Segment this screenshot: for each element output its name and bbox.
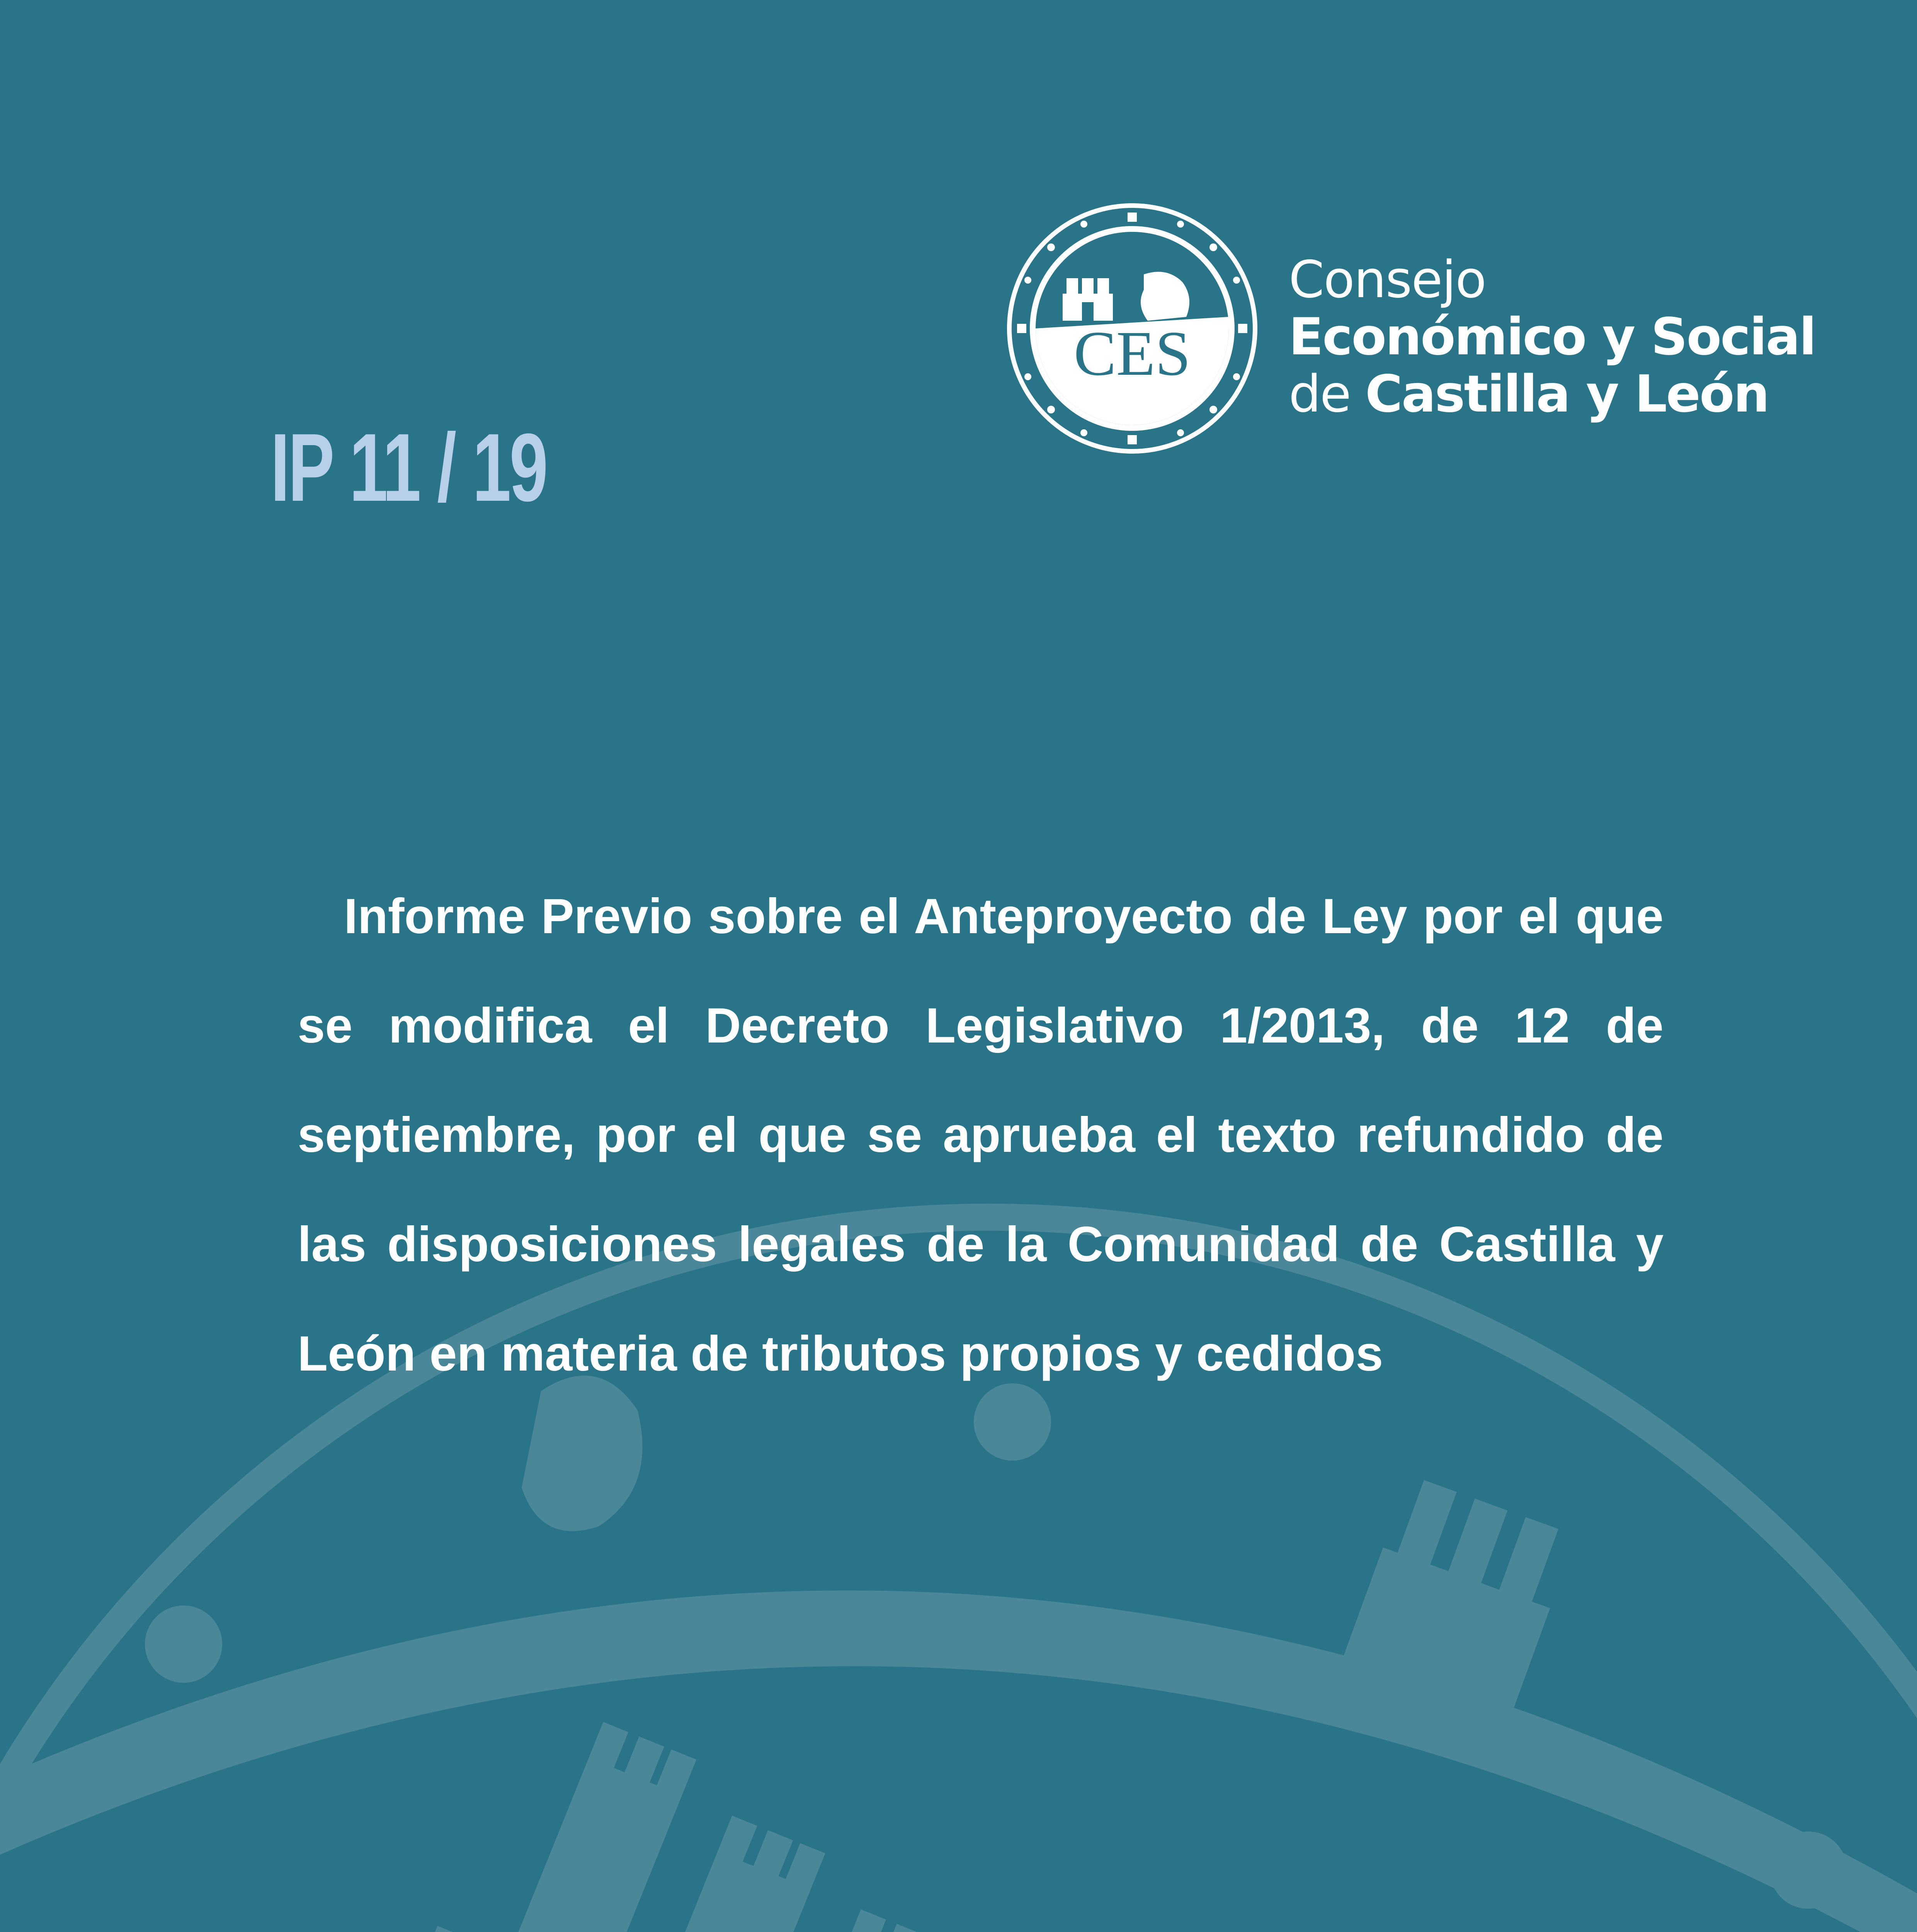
- org-line-2: Económico y Social: [1289, 307, 1816, 367]
- org-line-1: Consejo: [1289, 250, 1486, 310]
- ces-logo: [1005, 201, 1816, 456]
- ces-seal-icon: [1005, 201, 1260, 456]
- seal-text: CES: [1073, 318, 1191, 389]
- organization-name: [1289, 251, 1815, 423]
- report-code: IP 11 / 19: [270, 413, 547, 521]
- report-title: Informe Previo sobre el Anteproyecto de Ley por el que se modifica el Decreto Legislativo 1/2013, de 12 de septiembre, por el que se aprueba el texto refundido de las disposiciones legales de la Comunidad de Castilla y León en materia de tributos propios y cedidos: [298, 889, 1664, 1381]
- org-line-3: Castilla y León: [1365, 364, 1769, 424]
- org-line-3-prefix: de: [1289, 364, 1350, 424]
